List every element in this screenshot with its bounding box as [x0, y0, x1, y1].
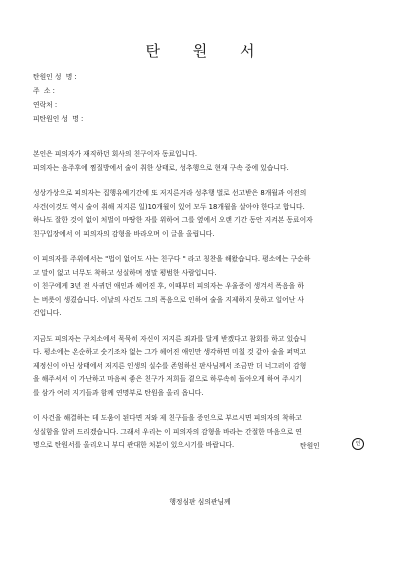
- text-line: 지금도 피의자는 구치소에서 묵묵히 자신이 저지른 죄과를 달게 받겠다고 참회를 하고 있습니: [33, 334, 307, 343]
- field-label: 연락처 :: [33, 101, 58, 109]
- text-line: 는 버릇이 생겼습니다. 이날의 사건도 그의 폭음으로 인하여 술을 지제하지 못하고 일어난 사: [33, 295, 305, 304]
- field-petitioner-name: [33, 70, 83, 84]
- paragraph-3: [33, 253, 378, 321]
- text-line: 하나도 잘한 것이 없이 처벌이 마땅한 자를 위하여 그를 옆에서 오랜 기간 동안 지켜본 동료이자: [33, 216, 313, 224]
- text-line: 이 피의자를 주위에서는 "법이 없어도 사는 친구다 " 라고 칭찬을 해왔습니다. 평소에는 구순하: [33, 255, 311, 263]
- text-line: 사건(이것도 역시 술이 취해 저지른 일)10개월이 있어 모두 18개월을 살아야 한다고 합니다.: [33, 202, 305, 211]
- recipient-line: 행정심판 심의관님께: [169, 498, 231, 506]
- document-title: 탄 원 서: [145, 42, 269, 60]
- petition-body: [33, 148, 378, 465]
- field-label: 주 소 :: [33, 87, 55, 95]
- text-line: 를 삼가 여러 지기들과 함께 연명부로 탄원을 올리 옵니다.: [33, 388, 204, 397]
- text-line: 본인은 피의자가 재직하던 회사의 친구이자 동료입니다.: [33, 150, 197, 158]
- field-label: 탄원인 성 명 :: [33, 73, 77, 81]
- petitioner-fields: [33, 70, 83, 126]
- text-line: 이 사건을 해결하는 데 도움이 된다면 저와 제 친구들을 증인으로 부르시면 피의자의 착하고: [33, 414, 302, 422]
- text-line: 다. 평소에는 온순하고 숫기조차 없는 그가 헤어진 애인만 생각하면 미칠 것 같아 술을 퍼먹고: [33, 348, 307, 356]
- paragraph-4: [33, 333, 378, 401]
- field-respondent-name: [33, 112, 83, 126]
- signature-label: 탄원인: [300, 442, 320, 450]
- field-contact: [33, 98, 83, 112]
- paragraph-2: [33, 187, 378, 241]
- text-line: 을 해주셔서 이 가난하고 마음씨 좋은 친구가 저희들 곁으로 하루속히 돌아오게 하여 주시기: [33, 375, 302, 383]
- text-line: 성실함을 알려 드리겠습니다. 그래서 우리는 이 피의자의 감형을 바라는 간절한 마음으로 연: [33, 427, 302, 436]
- text-line: 건입니다.: [33, 309, 62, 317]
- text-line: 친구입장에서 이 피의자의 감형을 바라오며 이 글을 올립니다.: [33, 229, 215, 238]
- paragraph-5: [33, 412, 378, 453]
- seal-mark: 인: [352, 438, 364, 450]
- text-line: 명으로 탄원서를 올리오니 부디 관대한 처분이 있으시기를 바랍니다.: [33, 441, 235, 449]
- text-line: 제정신이 아닌 상태에서 저지른 인생의 실수를 존엄하신 판사님께서 조금만 더 너그러이 감형: [33, 361, 307, 370]
- text-line: 고 말이 없고 너무도 착하고 성실하며 정말 평범한 사람입니다.: [33, 268, 217, 277]
- text-line: 성상가상으로 피의자는 집행유예기간에 또 저지른거라 성추행 벌로 선고받은 8개월과 이전의: [33, 189, 307, 197]
- paragraph-1: [33, 148, 378, 175]
- text-line: 피의자는 음주후에 찜질방에서 술이 취한 상태로, 성추행으로 현재 구속 중에 있습니다.: [33, 163, 289, 172]
- text-line: 이 친구에게 3년 전 사귀던 애인과 헤어진 후, 이때부터 피의자는 우울증이 생겨서 폭음을 하: [33, 282, 304, 290]
- field-address: [33, 84, 83, 98]
- field-label: 피탄원인 성 명 :: [33, 115, 84, 123]
